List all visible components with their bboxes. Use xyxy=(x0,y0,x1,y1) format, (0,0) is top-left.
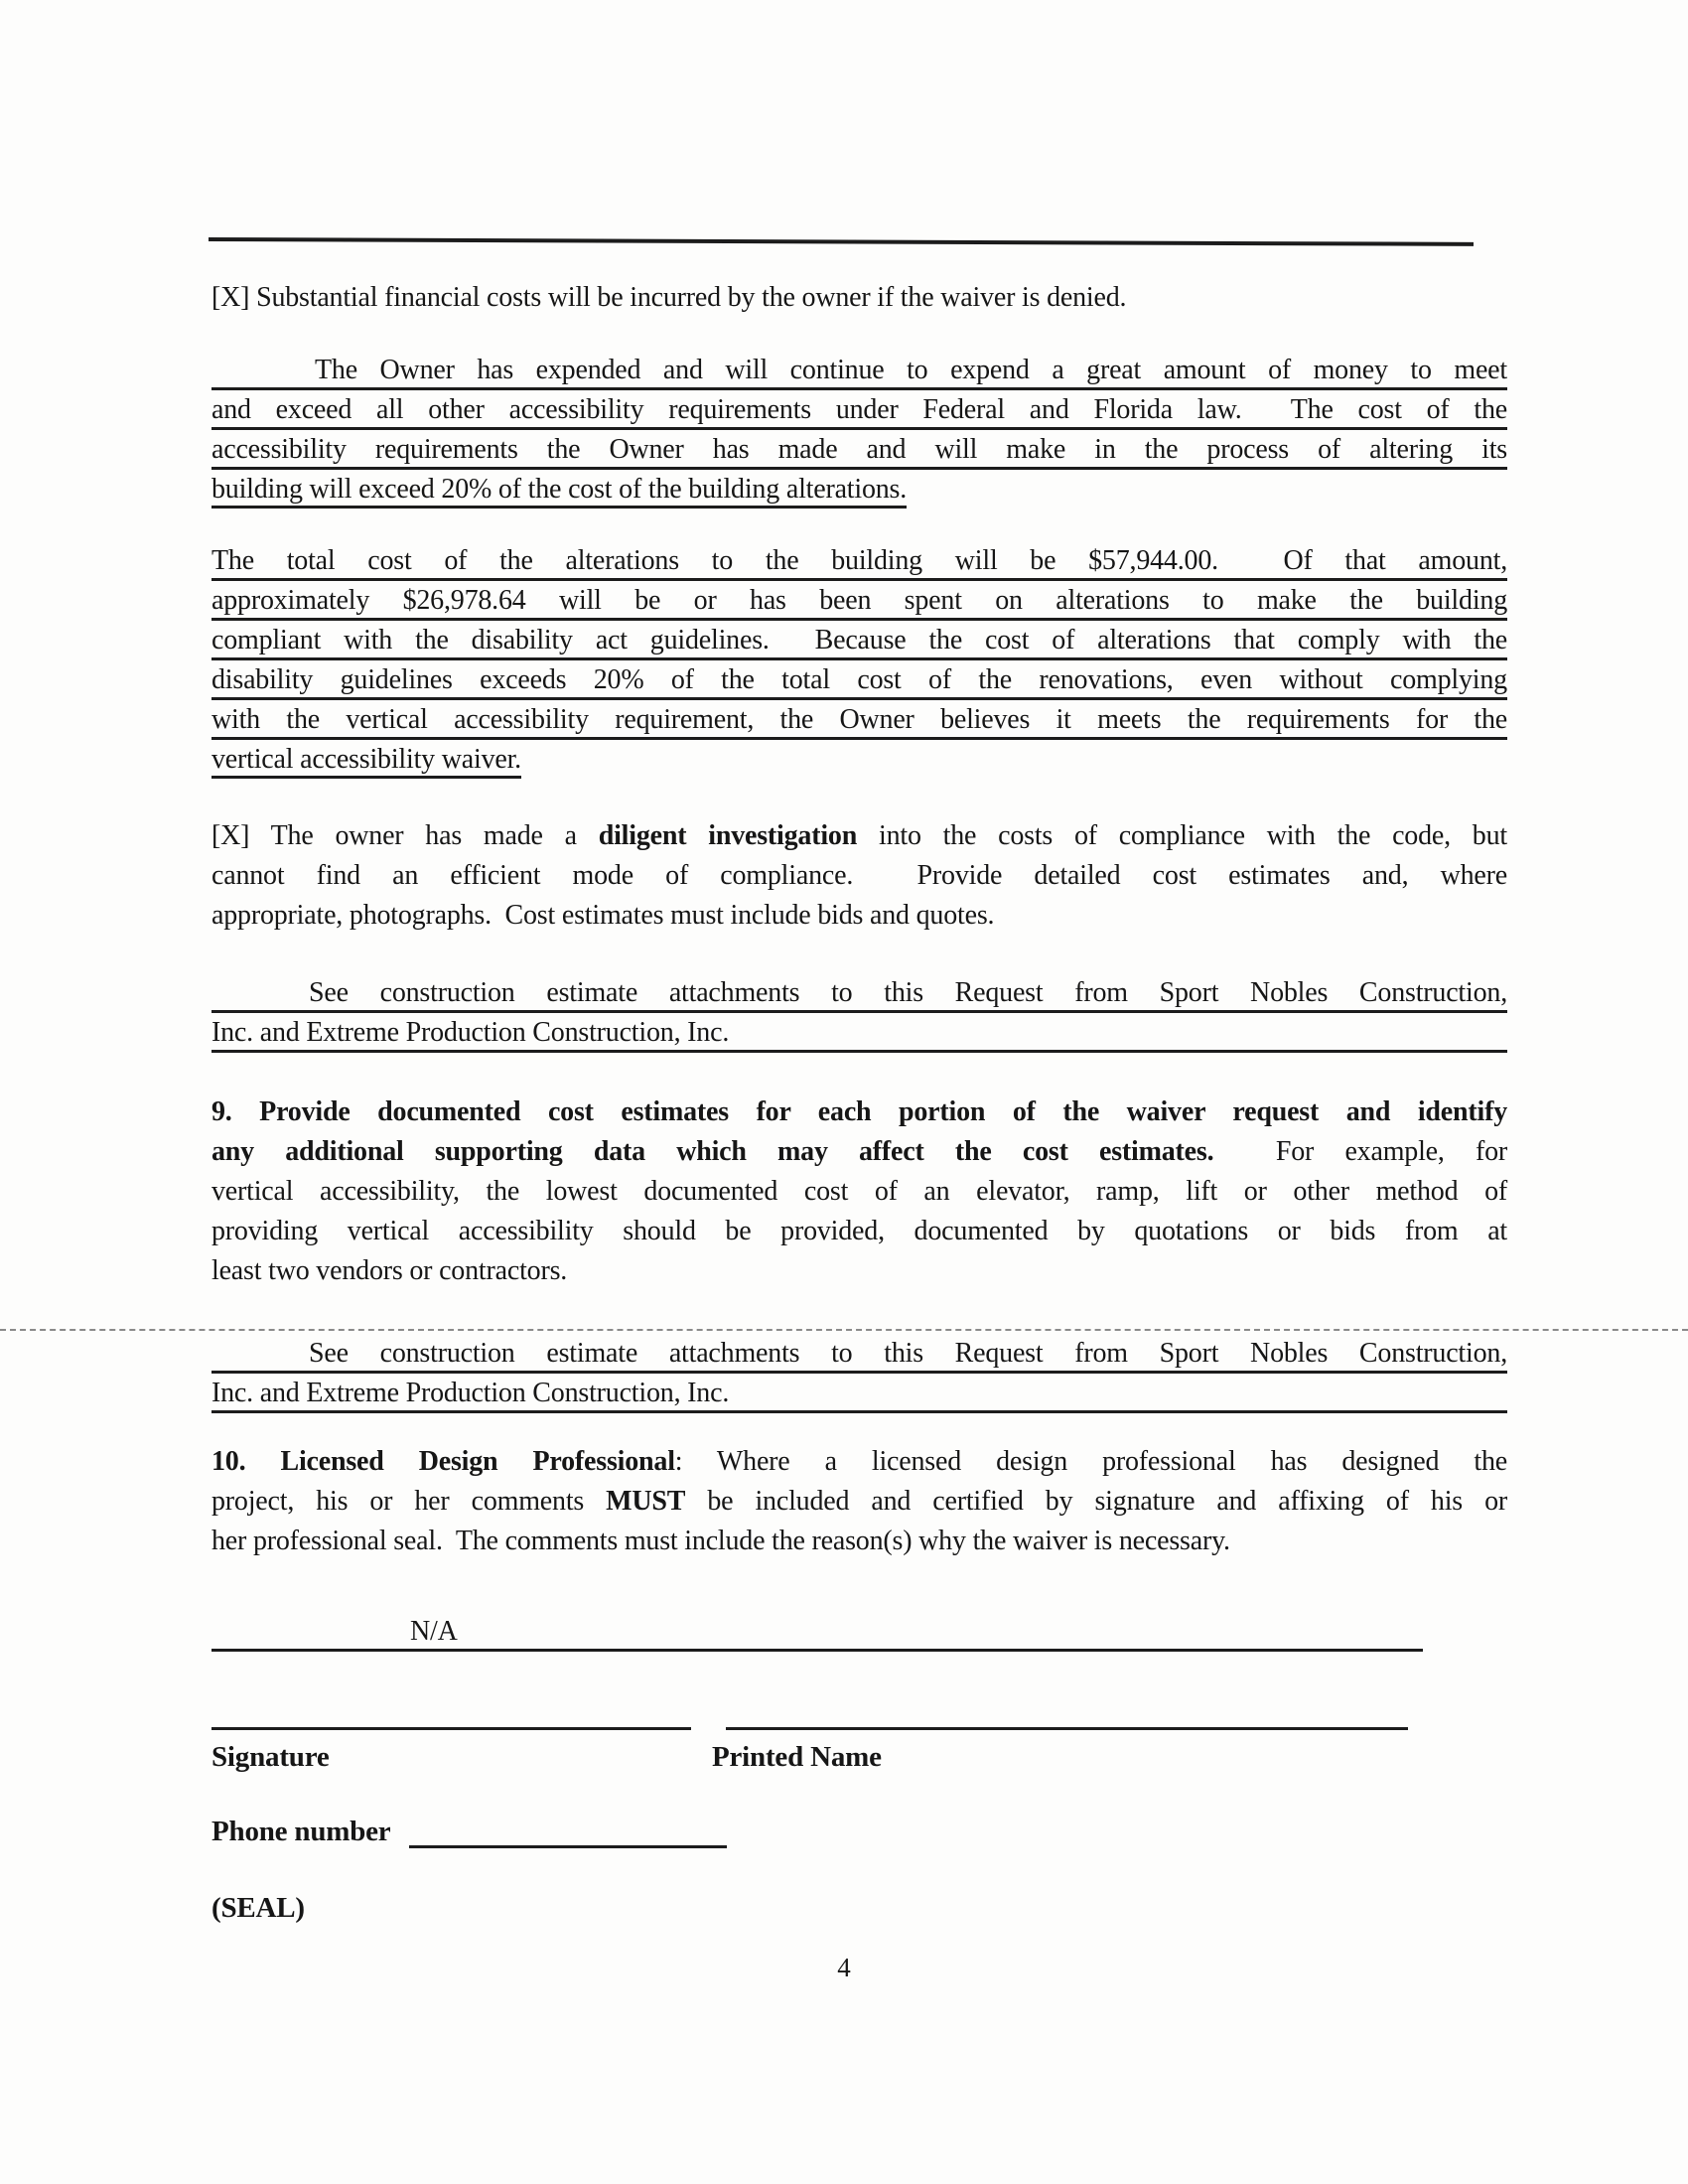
text-run: Inc. and Extreme Production Construction, Inc. xyxy=(211,1378,730,1408)
text-run: compliant with the disability act guidelines. Because the cost of alterations that comply with the xyxy=(211,625,1507,655)
text-line xyxy=(211,430,1507,470)
text-run: appropriate, photographs. Cost estimates must include bids and quotes. xyxy=(211,900,995,931)
printed-name-blank-line xyxy=(726,1727,1408,1730)
text-run: vertical accessibility, the lowest documented cost of an elevator, ramp, lift or other method of xyxy=(211,1176,1507,1207)
text-run: 9. Provide documented cost estimates for each portion of the waiver request and identify xyxy=(211,1096,1507,1127)
text-run: The total cost of the alterations to the building will be $57,944.00. Of that amount, xyxy=(211,545,1507,576)
text-line xyxy=(211,1013,1507,1053)
tab-indent xyxy=(211,1638,410,1640)
text-run: The Owner has expended and will continue to expend a great amount of money to meet xyxy=(315,355,1507,385)
text-run: into the costs of compliance with the code, but xyxy=(857,820,1507,851)
text-line xyxy=(211,1612,1423,1652)
printed-name-label: Printed Name xyxy=(712,1741,882,1773)
text-run: disability guidelines exceeds 20% of the total cost of the renovations, even without complying xyxy=(211,664,1507,695)
text-line xyxy=(211,816,1507,856)
phone-number-blank-line xyxy=(409,1845,727,1848)
seal-label: (SEAL) xyxy=(211,1892,305,1924)
text-run: Inc. and Extreme Production Construction, Inc. xyxy=(211,1017,730,1048)
tab-indent xyxy=(211,1360,309,1362)
text-run: and exceed all other accessibility requirements under Federal and Florida law. The cost of the xyxy=(211,394,1507,425)
tab-indent xyxy=(211,376,315,378)
text-run: 10. Licensed Design Professional xyxy=(211,1446,675,1477)
section-10-licensed-design-professional-paragraph xyxy=(211,1442,1507,1561)
checkbox-statement-substantial-costs xyxy=(211,278,1507,318)
scan-artifact-dashed-line xyxy=(0,1329,1688,1331)
text-line xyxy=(211,1092,1507,1132)
text-line xyxy=(211,278,1507,318)
text-run: See construction estimate attachments to this Request from Sport Nobles Construction, xyxy=(309,1338,1507,1369)
paragraph-see-construction-estimates-2 xyxy=(211,1334,1507,1413)
text-run: project, his or her comments xyxy=(211,1486,607,1517)
text-line xyxy=(211,1172,1507,1212)
text-run: accessibility requirements the Owner has made and will make in the process of altering its xyxy=(211,434,1507,465)
text-line xyxy=(211,621,1507,660)
text-run: any additional supporting data which may affect the cost estimates. xyxy=(211,1136,1214,1167)
text-line xyxy=(211,896,1507,936)
section-9-cost-estimates-paragraph xyxy=(211,1092,1507,1291)
text-run: See construction estimate attachments to this Request from Sport Nobles Construction, xyxy=(309,977,1507,1008)
text-line xyxy=(211,541,1507,581)
paragraph-see-construction-estimates-1 xyxy=(211,973,1507,1053)
text-run: be included and certified by signature and affixing of his or xyxy=(685,1486,1507,1517)
phone-number-label: Phone number xyxy=(211,1816,391,1847)
text-run: her professional seal. The comments must include the reason(s) why the waiver is necessary. xyxy=(211,1526,1230,1556)
text-run: : Where a licensed design professional has designed the xyxy=(674,1446,1507,1477)
text-run: vertical accessibility waiver. xyxy=(211,744,521,779)
text-line xyxy=(211,700,1507,740)
text-run: MUST xyxy=(606,1486,686,1517)
signature-label: Signature xyxy=(211,1741,330,1773)
text-run: diligent investigation xyxy=(598,820,858,851)
checkbox-statement-diligent-investigation xyxy=(211,816,1507,936)
text-run: [X] The owner has made a xyxy=(211,820,599,851)
text-line xyxy=(211,470,1507,510)
text-line xyxy=(211,1334,1507,1374)
signature-blank-line xyxy=(211,1727,691,1730)
paragraph-total-cost-alterations xyxy=(211,541,1507,780)
text-line xyxy=(211,1251,1507,1291)
text-run: approximately $26,978.64 will be or has been spent on alterations to make the building xyxy=(211,585,1507,616)
text-line xyxy=(211,390,1507,430)
text-run: N/A xyxy=(410,1616,458,1647)
text-run: For example, for xyxy=(1213,1136,1507,1167)
text-line xyxy=(211,1482,1507,1522)
text-run: cannot find an efficient mode of compliance. Provide detailed cost estimates and, where xyxy=(211,860,1507,891)
text-run: providing vertical accessibility should be provided, documented by quotations or bids from at xyxy=(211,1216,1507,1246)
text-run: least two vendors or contractors. xyxy=(211,1255,568,1286)
text-line xyxy=(211,740,1507,780)
text-run: building will exceed 20% of the cost of the building alterations. xyxy=(211,474,907,509)
text-run: [X] Substantial financial costs will be incurred by the owner if the waiver is denied. xyxy=(211,282,1127,313)
text-line xyxy=(211,1522,1507,1561)
text-line xyxy=(211,856,1507,896)
tab-indent xyxy=(211,999,309,1001)
text-line xyxy=(211,973,1507,1013)
page-number: 4 xyxy=(837,1953,851,1982)
paragraph-owner-expended xyxy=(211,351,1507,510)
text-line xyxy=(211,1212,1507,1251)
top-horizontal-rule xyxy=(209,237,1474,246)
na-response-line xyxy=(211,1612,1423,1652)
text-line xyxy=(211,1442,1507,1482)
text-line xyxy=(211,351,1507,390)
text-line xyxy=(211,660,1507,700)
text-line xyxy=(211,1132,1507,1172)
text-run: with the vertical accessibility requirement, the Owner believes it meets the requirements for the xyxy=(211,704,1507,735)
text-line xyxy=(211,581,1507,621)
text-line xyxy=(211,1374,1507,1413)
